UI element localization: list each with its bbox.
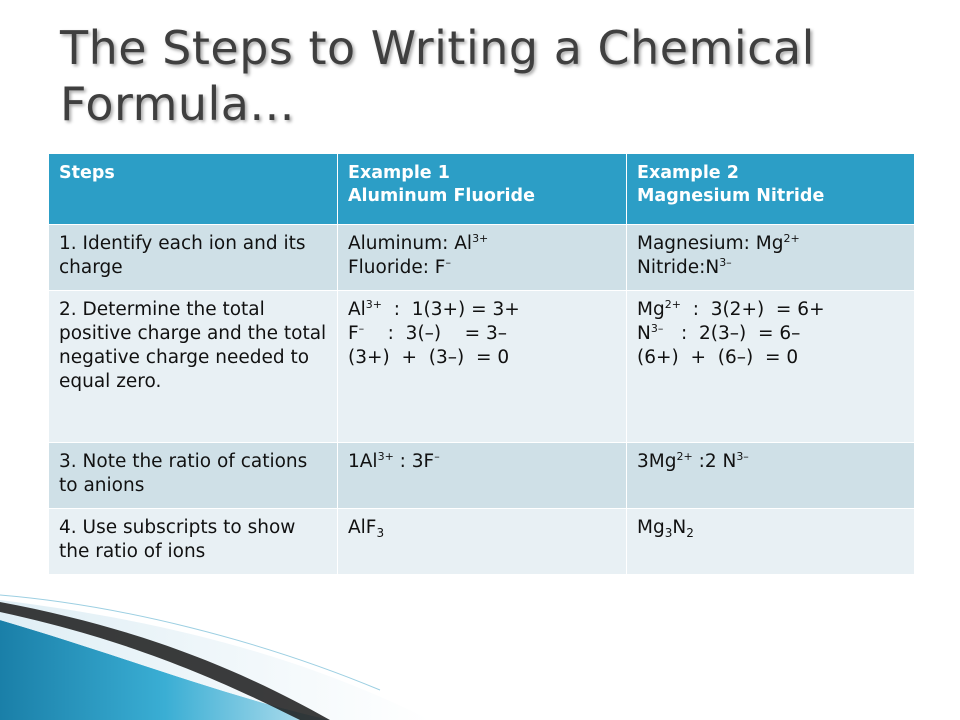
- table-row: [49, 443, 915, 509]
- example-1-cell: Aluminum: $Al^{3+}$ Fluoride: F–: [338, 225, 627, 291]
- header-steps: Steps: [49, 154, 338, 225]
- decorative-swoosh: [0, 560, 960, 720]
- step-cell: 4. Use subscripts to show the ratio of ions: [49, 509, 338, 575]
- step-cell: 1. Identify each ion and its charge: [49, 225, 338, 291]
- slide-title: The Steps to Writing a Chemical Formula...: [60, 21, 815, 131]
- example-1-cell: $1Al^{3+}$ : 3F–: [338, 443, 627, 509]
- example-2-cell: $3Mg^{2+}$ :2 $N^{3-}$: [627, 443, 915, 509]
- example-1-cell: $Al^{3+}$ : 1(3+) = 3+ F– : 3(–) = 3– (3+) + (3–) = 0: [338, 291, 627, 443]
- example-2-cell: Magnesium: $Mg^{2+}$ $Nitride:N^{3-}$: [627, 225, 915, 291]
- table-row: [49, 291, 915, 443]
- header-example-2: Example 2 Magnesium Nitride: [627, 154, 915, 225]
- example-2-cell: $Mg^{2+}$ : 3(2+) = 6+ $N^{3-}$ : 2(3–) = 6– (6+) + (6–) = 0: [627, 291, 915, 443]
- header-example-1: Example 1 Aluminum Fluoride: [338, 154, 627, 225]
- step-cell: 3. Note the ratio of cations to anions: [49, 443, 338, 509]
- step-cell: 2. Determine the total positive charge and the total negative charge needed to equal zero.: [49, 291, 338, 443]
- steps-table: [48, 153, 915, 575]
- example-1-cell: AlF$_3$: [338, 509, 627, 575]
- table-row: [49, 225, 915, 291]
- table-header-row: [49, 154, 915, 225]
- example-2-cell: $Mg_3N_2$: [627, 509, 915, 575]
